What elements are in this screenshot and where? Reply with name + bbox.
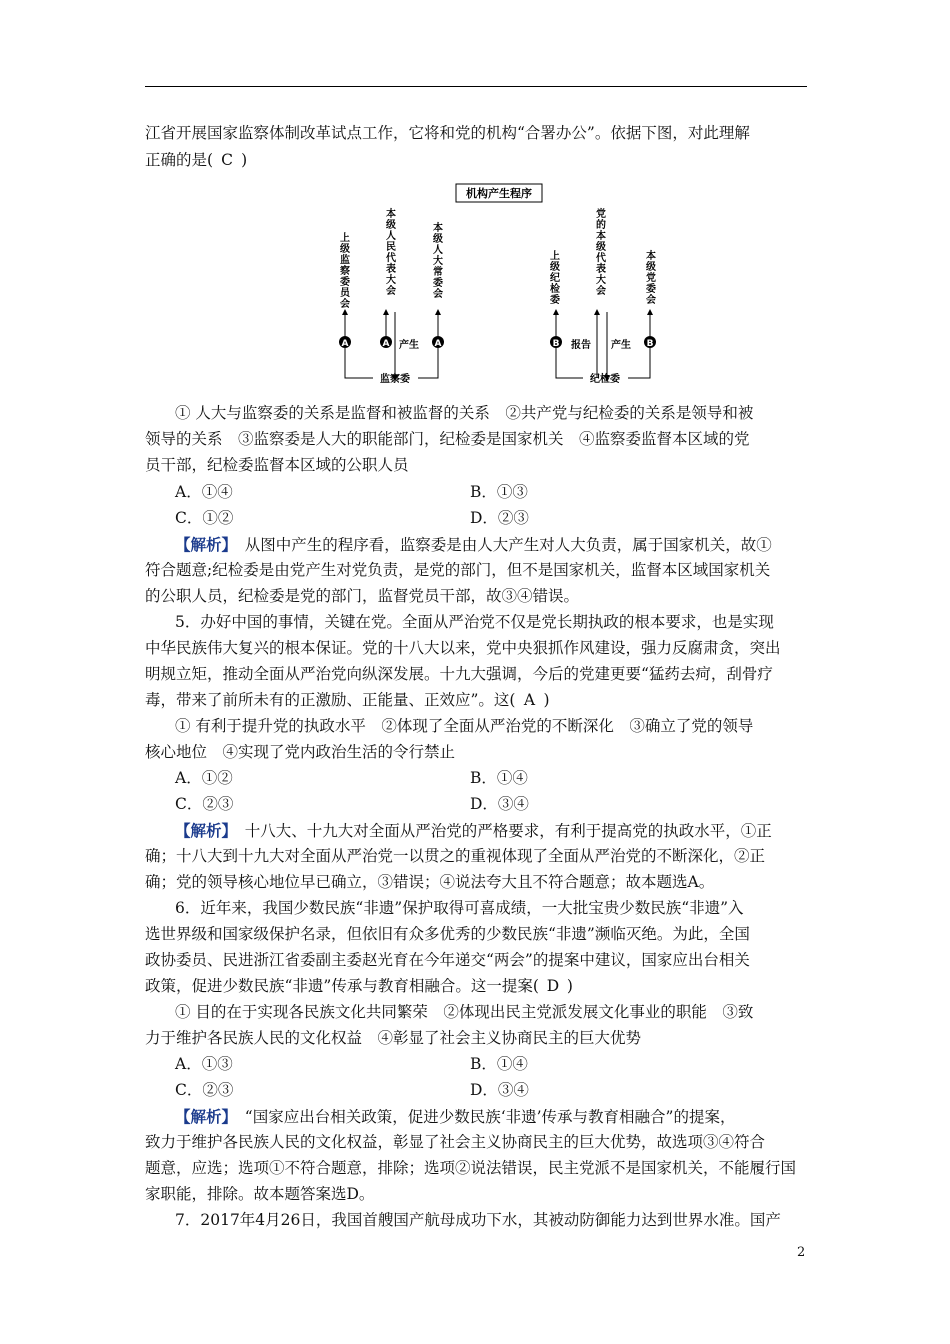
q6-analysis-line-1: 【解析】 “国家应出台相关政策，促进少数民族‘非遗’传承与教育相融合”的提案， bbox=[175, 1107, 736, 1126]
q4-statement-line-2: 领导的关系 ③监察委是人大的职能部门，纪检委是国家机关 ④监察委监督本区域的党 bbox=[145, 430, 750, 448]
q5-option-b: B．①④ bbox=[470, 769, 528, 787]
analysis-label: 【解析】 bbox=[175, 535, 230, 554]
node-party-committee: 本级党委会 bbox=[643, 250, 655, 305]
q6-line-1: 6．近年来，我国少数民族“非遗”保护取得可喜成绩，一大批宝贵少数民族“非遗”入 bbox=[175, 899, 744, 917]
q6-option-c: C．②③ bbox=[175, 1081, 234, 1099]
q4-option-d: D．②③ bbox=[470, 509, 529, 527]
q6-line-2: 选世界级和国家级保护名录，但依旧有众多优秀的少数民族“非遗”濒临灭绝。为此，全国 bbox=[145, 925, 750, 943]
q5-analysis-line-3: 确；党的领导核心地位早已确立，③错误；④说法夸大且不符合题意；故本题选A。 bbox=[145, 873, 715, 891]
circle-b-2: B bbox=[646, 339, 654, 349]
q4-statement-line-1: ① 人大与监察委的关系是监督和被监督的关系 ②共产党与纪检委的关系是领导和被 bbox=[175, 404, 754, 422]
intro-line-1: 江省开展国家监察体制改革试点工作，它将和党的机构“合署办公”。依据下图，对此理解 bbox=[145, 124, 750, 142]
analysis-label: 【解析】 bbox=[175, 1107, 230, 1126]
intro-line-2: 正确的是( C ) bbox=[145, 147, 247, 174]
q7-line-1: 7．2017年4月26日，我国首艘国产航母成功下水，其被动防御能力达到世界水准。国产 bbox=[175, 1211, 781, 1229]
q5-analysis-line-1: 【解析】 十八大、十九大对全面从严治党的严格要求，有利于提高党的执政水平，①正 bbox=[175, 821, 772, 840]
right-bottom-label: 纪检委 bbox=[590, 374, 620, 385]
analysis-label: 【解析】 bbox=[175, 821, 230, 840]
q5-line-2: 中华民族伟大复兴的根本保证。党的十八大以来，党中央狠抓作风建设，强力反腐肃贪，突出 bbox=[145, 639, 781, 657]
q5-option-a: A．①② bbox=[175, 769, 233, 787]
left-produce-label: 产生 bbox=[399, 340, 419, 351]
header-rule bbox=[145, 86, 807, 87]
institution-diagram bbox=[323, 182, 663, 392]
answer-q5: A bbox=[523, 691, 536, 709]
q4-option-a: A．①④ bbox=[175, 483, 233, 501]
node-party-congress: 党的本级代表大会 bbox=[593, 208, 605, 296]
q4-analysis-line-3: 的公职人员，纪检委是党的部门，监督党员干部，故③④错误。 bbox=[145, 587, 580, 605]
q6-option-a: A．①③ bbox=[175, 1055, 233, 1073]
circle-a-3: A bbox=[434, 339, 442, 349]
q4-option-c: C．①② bbox=[175, 509, 234, 527]
q6-analysis-line-4: 家职能，排除。故本题答案选D。 bbox=[145, 1185, 375, 1203]
q6-analysis-line-2: 致力于维护各民族人民的文化权益，彰显了社会主义协商民主的巨大优势，故选项③④符合 bbox=[145, 1133, 766, 1151]
q5-option-d: D．③④ bbox=[470, 795, 529, 813]
right-report-label: 报告 bbox=[571, 340, 591, 351]
q5-line-4: 毒，带来了前所未有的正激励、正能量、正效应”。这( A ) bbox=[145, 687, 550, 714]
right-produce-label: 产生 bbox=[611, 340, 631, 351]
node-superior-discipline-committee: 上级纪检委 bbox=[547, 250, 559, 305]
q5-statement-line-1: ① 有利于提升党的执政水平 ②体现了全面从严治党的不断深化 ③确立了党的领导 bbox=[175, 717, 754, 735]
answer-q4: C bbox=[221, 151, 233, 169]
q5-option-c: C．②③ bbox=[175, 795, 234, 813]
q5-line-3: 明规立矩，推动全面从严治党向纵深发展。十九大强调，今后的党建更要“猛药去疴，刮骨疗 bbox=[145, 665, 773, 683]
q6-line-3: 政协委员、民进浙江省委副主委赵光育在今年递交“两会”的提案中建议，国家应出台相关 bbox=[145, 951, 750, 969]
q4-option-b: B．①③ bbox=[470, 483, 528, 501]
page-number: 2 bbox=[797, 1245, 806, 1260]
node-local-peoples-congress: 本级人民代表大会 bbox=[383, 208, 395, 296]
q5-statement-line-2: 核心地位 ④实现了党内政治生活的令行禁止 bbox=[145, 743, 456, 761]
q4-analysis-line-2: 符合题意;纪检委是由党产生对党负责，是党的部门，但不是国家机关，监督本区域国家机关 bbox=[145, 561, 771, 579]
q4-analysis-line-1: 【解析】 从图中产生的程序看，监察委是由人大产生对人大负责，属于国家机关，故① bbox=[175, 535, 772, 554]
q5-line-1: 5．办好中国的事情，关键在党。全面从严治党不仅是党长期执政的根本要求，也是实现 bbox=[175, 613, 774, 631]
q6-option-d: D．③④ bbox=[470, 1081, 529, 1099]
circle-b-1: B bbox=[552, 339, 560, 349]
circle-a-1: A bbox=[341, 339, 349, 349]
q6-statement-line-1: ① 目的在于实现各民族文化共同繁荣 ②体现出民主党派发展文化事业的职能 ③致 bbox=[175, 1003, 754, 1021]
left-bottom-label: 监察委 bbox=[380, 374, 410, 385]
node-superior-supervision-committee: 上级监察委员会 bbox=[337, 232, 349, 309]
q6-statement-line-2: 力于维护各民族人民的文化权益 ④彰显了社会主义协商民主的巨大优势 bbox=[145, 1029, 642, 1047]
q6-analysis-line-3: 题意，应选；选项①不符合题意，排除；选项②说法错误，民主党派不是国家机关，不能履行国 bbox=[145, 1159, 797, 1177]
q6-option-b: B．①④ bbox=[470, 1055, 528, 1073]
node-local-npc-standing-committee: 本级人大常委会 bbox=[430, 222, 442, 299]
q5-analysis-line-2: 确；十八大到十九大对全面从严治党一以贯之的重视体现了全面从严治党的不断深化，②正 bbox=[145, 847, 766, 865]
answer-q6: D bbox=[546, 977, 560, 995]
q4-statement-line-3: 员干部，纪检委监督本区域的公职人员 bbox=[145, 456, 409, 474]
diagram-title: 机构产生程序 bbox=[466, 187, 532, 200]
q6-line-4: 政策，促进少数民族“非遗”传承与教育相融合。这一提案( D ) bbox=[145, 973, 573, 1000]
circle-a-2: A bbox=[382, 339, 390, 349]
